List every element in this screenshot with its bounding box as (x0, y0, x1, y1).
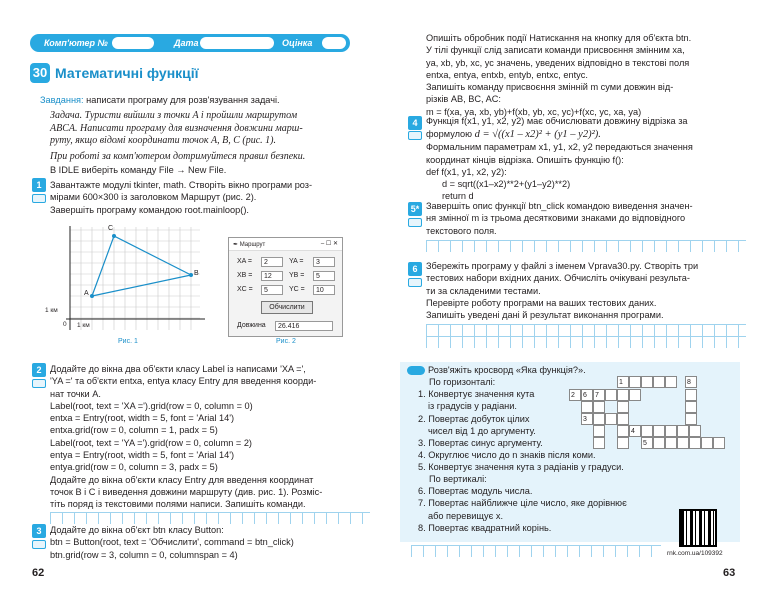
step1-line: мірами 600×300 із заголовком Маршрут (рис. 2). (50, 192, 257, 203)
date-label: Дата (174, 38, 199, 48)
crossword-clues-mid (418, 449, 728, 474)
window-titlebar (229, 238, 342, 251)
step2-line: точок B і C і виведення довжини маршруту (див. рис. 1). Розміс- (50, 486, 323, 497)
code-line: btn.grid(row = 3, column = 0, columnspan = 4) (50, 549, 238, 560)
step6-line: Збережіть програму у файлі з іменем Vprava30.py. Створіть три (426, 261, 699, 271)
crossword-cell[interactable] (685, 413, 697, 425)
crossword-title: Розв'яжіть кросворд «Яка функція?». (428, 365, 586, 375)
crossword-clues-bottom (418, 485, 708, 534)
crossword-cell[interactable]: 2 (569, 389, 581, 401)
label-b: B (194, 270, 199, 277)
step4-line: формулою (426, 129, 473, 140)
crossword-badge (407, 366, 425, 375)
page-number-right: 63 (723, 567, 736, 579)
code-line: m = f(xa, ya, xb, yb)+f(xb, yb, xc, yc)+f(xc, yc, xa, ya) (426, 106, 642, 117)
idle-instruction: В IDLE виберіть команду File → New File. (50, 165, 227, 175)
calculate-button[interactable]: Обчислити (261, 301, 313, 314)
code-line: d = sqrt((x1–x2)**2+(y1–y2)**2) (442, 179, 571, 190)
crossword-cell[interactable] (689, 425, 701, 437)
handler-line: різків AB, BC, AC: (426, 94, 501, 105)
section-title: Математичні функції (55, 65, 199, 81)
clue-line: із градусів у радіани. (428, 401, 517, 412)
crossword-cell[interactable] (581, 401, 593, 413)
step1-text (50, 179, 375, 216)
crossword-cell[interactable] (685, 389, 697, 401)
qr-code[interactable] (679, 509, 717, 547)
crossword-cell[interactable]: 8 (685, 376, 697, 388)
task-intro (40, 94, 370, 106)
computer-icon (32, 540, 46, 549)
crossword-cell[interactable] (617, 401, 629, 413)
answer-grid[interactable] (50, 512, 370, 524)
feather-icon: ✒ (233, 242, 239, 248)
safety-note: При роботі за комп'ютером дотримуйтеся правил безпеки. (50, 150, 306, 162)
y-unit-label: 1 км (45, 307, 58, 314)
grade-label: Оцінка (282, 38, 313, 48)
answer-grid[interactable] (426, 324, 746, 348)
formula-row (426, 127, 756, 141)
code-line: return d (442, 191, 474, 202)
point-b (189, 273, 193, 277)
crossword-cell[interactable] (641, 425, 653, 437)
code-line: entya.grid(row = 0, column = 3, padx = 5) (50, 462, 218, 473)
code-line: btn = Button(root, text = 'Обчислити', command = btn_click) (50, 537, 294, 548)
entry-yc[interactable]: 10 (313, 285, 335, 295)
step3-number: 3 (32, 524, 46, 538)
entry-xc[interactable]: 5 (261, 285, 283, 295)
task-label: Завдання: (40, 95, 84, 105)
label-yb: YB = (289, 272, 305, 279)
code-line: def f(x1, y1, x2, y2): (426, 166, 507, 177)
label-xc: XC = (237, 286, 253, 293)
step1-line: Завантажте модулі tkinter, math. Створіть вікно програми роз- (50, 180, 313, 190)
computer-icon (32, 194, 46, 203)
step6-text (426, 260, 756, 321)
crossword-cell[interactable] (653, 425, 665, 437)
crossword-cell[interactable] (617, 437, 629, 449)
crossword-cell[interactable] (593, 437, 605, 449)
clue-line: 1. Конвертує значення кута (418, 389, 535, 399)
horizontal-heading: По горизонталі: (429, 377, 496, 387)
crossword-cell[interactable] (593, 413, 605, 425)
handler-line: entxa, entya, entxb, entyb, entxc, entyc. (426, 69, 588, 80)
crossword-cell[interactable]: 4 (629, 425, 641, 437)
task-text: написати програму для розв'язування задачі. (86, 95, 280, 105)
qr-link[interactable]: rnk.com.ua/109392 (667, 550, 723, 557)
crossword-cell[interactable] (629, 376, 641, 388)
computer-icon (408, 278, 422, 287)
crossword-cell[interactable] (653, 376, 665, 388)
computer-icon (408, 218, 422, 227)
code-line: entya = Entry(root, width = 5, font = 'Arial 14') (50, 450, 235, 461)
label-c: C (108, 225, 114, 232)
step1-number: 1 (32, 178, 46, 192)
computer-field[interactable] (112, 37, 154, 49)
origin-label: 0 (63, 321, 67, 328)
crossword-cell[interactable] (593, 425, 605, 437)
crossword-clues-top (418, 388, 593, 449)
problem-text (50, 110, 370, 163)
crossword-cell[interactable] (665, 437, 677, 449)
entry-xb[interactable]: 12 (261, 271, 283, 281)
crossword-cell[interactable] (593, 401, 605, 413)
step2-line: Додайте до вікна два об'єкти класу Label із написами 'XA =', (50, 364, 306, 374)
computer-icon (408, 131, 422, 140)
step6-line: Перевірте роботу програми на ваших тестових даних. (426, 297, 657, 308)
clue-line: 6. Повертає модуль числа. (418, 486, 533, 496)
handler-text (426, 32, 756, 118)
step6-line: Запишіть уведені дані й результат виконання програми. (426, 310, 664, 321)
step5-line: Завершіть опис функції btn_click командою виведення значен- (426, 201, 693, 211)
step4-line: координат кінців відрізка. Опишіть функцію f(): (426, 154, 624, 165)
route-triangle (92, 236, 191, 296)
step1-line: Завершіть програму командою root.mainloop(). (50, 204, 249, 215)
step2-number: 2 (32, 363, 46, 377)
computer-label: Комп'ютер № (44, 38, 108, 48)
clue-line: 8. Повертає квадратний корінь. (418, 522, 552, 533)
crossword-cell[interactable] (629, 389, 641, 401)
crossword-cell[interactable] (689, 437, 701, 449)
crossword-cell[interactable] (605, 413, 617, 425)
crossword-cell[interactable] (677, 425, 689, 437)
point-c (112, 234, 116, 238)
step6-number: 6 (408, 262, 422, 276)
crossword-cell[interactable] (617, 413, 629, 425)
code-line: entxa = Entry(root, width = 5, font = 'Arial 14') (50, 413, 235, 424)
crossword-cell[interactable] (605, 389, 617, 401)
code-line: entxa.grid(row = 0, column = 1, padx = 5) (50, 425, 218, 436)
clue-line: 5. Конвертує значення кута з радіанів у градуси. (418, 462, 624, 473)
fig2-caption: Рис. 2 (276, 338, 296, 345)
entry-xa[interactable]: 2 (261, 257, 283, 267)
step6-line: ти за складеними тестами. (426, 285, 541, 296)
handler-line: У тілі функції слід записати команди присвоєння змінним xa, (426, 45, 685, 56)
code-line: Label(root, text = 'XA =').grid(row = 0, column = 0) (50, 400, 253, 411)
handler-line: ya, xb, yb, xc, yc значень, уведених відповідно в текстові поля (426, 57, 690, 68)
step6-line: тестових набори вхідних даних. Обчисліть очікувані результа- (426, 273, 690, 284)
vertical-heading: По вертикалі: (429, 474, 487, 484)
handler-line: Запишіть команду присвоєння змінній m суми довжин від- (426, 82, 674, 93)
answer-grid[interactable] (411, 545, 661, 557)
step5-number: 5* (408, 202, 422, 216)
clue-line: 3. Повертає синус аргументу. (418, 438, 543, 449)
label-a: A (84, 290, 89, 297)
clue-line: чисел від 1 до аргументу. (428, 425, 536, 436)
crossword-cell[interactable] (665, 376, 677, 388)
problem-line: Задача. Туристи вийшли з точки A і пройшли маршрутом (50, 110, 298, 121)
step3-text (50, 524, 375, 561)
crossword-cell[interactable] (653, 437, 665, 449)
fig1-caption: Рис. 1 (118, 338, 138, 345)
crossword-cell[interactable] (677, 437, 689, 449)
label-yc: YC = (289, 286, 305, 293)
step2-line: 'YA =' та об'єкти entxa, entya класу Entry для введення коорди- (50, 376, 317, 387)
label-xb: XB = (237, 272, 253, 279)
computer-icon (32, 379, 46, 388)
step4-number: 4 (408, 116, 422, 130)
code-line: Label(root, text = 'YA =').grid(row = 0, column = 2) (50, 437, 252, 448)
crossword-cell[interactable]: 7 (593, 389, 605, 401)
problem-line: руту, якщо відомі координати точок A, B, C (рис. 1). (50, 135, 276, 146)
result-label: Довжина (237, 322, 266, 329)
step5-line: текстового поля. (426, 225, 497, 236)
grade-field[interactable] (322, 37, 346, 49)
crossword-cell[interactable] (701, 437, 713, 449)
problem-line: ABCA. Написати програму для визначення довжини марш- (50, 122, 303, 134)
answer-grid[interactable] (426, 240, 746, 252)
step2-line: тіть поряд із текстовими полями написи. Запишіть команди. (50, 499, 306, 510)
step3-line: Додайте до вікна об'єкт btn класу Button: (50, 525, 224, 535)
section-number: 30 (30, 63, 50, 83)
label-ya: YA = (289, 258, 304, 265)
crossword-cell[interactable]: 3 (581, 413, 593, 425)
page-number-left: 62 (32, 567, 45, 579)
crossword-cell[interactable] (641, 376, 653, 388)
crossword-cell[interactable] (665, 425, 677, 437)
step2-line: нат точки A. (50, 388, 101, 399)
result-field[interactable]: 26.416 (275, 321, 333, 331)
crossword-cell[interactable] (713, 437, 725, 449)
step4-line: Функція f(x1, y1, x2, y2) має обчислювати довжину відрізка за (426, 116, 688, 126)
clue-line: 7. Повертає найближче ціле число, яке дорівнює (418, 498, 627, 509)
right-page (381, 0, 762, 600)
x-unit-label: 1 км (77, 322, 90, 329)
step2-text (50, 363, 375, 511)
window-title: Маршрут (239, 242, 266, 248)
crossword-cell[interactable]: 6 (581, 389, 593, 401)
clue-line: 4. Округлює число до n знаків після коми. (418, 450, 596, 460)
crossword-cell[interactable]: 1 (617, 376, 629, 388)
step4-line: Формальним параметрам x1, y1, x2, y2 передаються значення (426, 142, 693, 153)
step5-line: ня змінної m із трьома десятковими знаками до відповідного (426, 213, 686, 224)
crossword-cell[interactable] (617, 389, 629, 401)
point-a (90, 294, 94, 298)
crossword-cell[interactable] (685, 401, 697, 413)
clue-line: або перевищує x. (428, 510, 503, 521)
crossword-cell[interactable]: 5 (641, 437, 653, 449)
step2-line: Додайте до вікна об'єкти класу Entry для введення координат (50, 474, 314, 485)
distance-formula: d = √((x1 – x2)² + (y1 – y2)²). (474, 129, 601, 141)
clue-line: 2. Повертає добуток цілих (418, 413, 530, 424)
entry-ya[interactable]: 3 (313, 257, 335, 267)
label-xa: XA = (237, 258, 252, 265)
route-chart (40, 222, 210, 337)
handler-line: Опишіть обробник події Натискання на кнопку для об'єкта btn. (426, 33, 692, 43)
step4-text (426, 115, 756, 203)
crossword-cell[interactable] (617, 425, 629, 437)
step5-text (426, 200, 756, 237)
date-field[interactable] (200, 37, 274, 49)
route-window (228, 237, 343, 337)
entry-yb[interactable]: 5 (313, 271, 335, 281)
window-controls[interactable]: – ☐ ✕ (320, 241, 338, 247)
